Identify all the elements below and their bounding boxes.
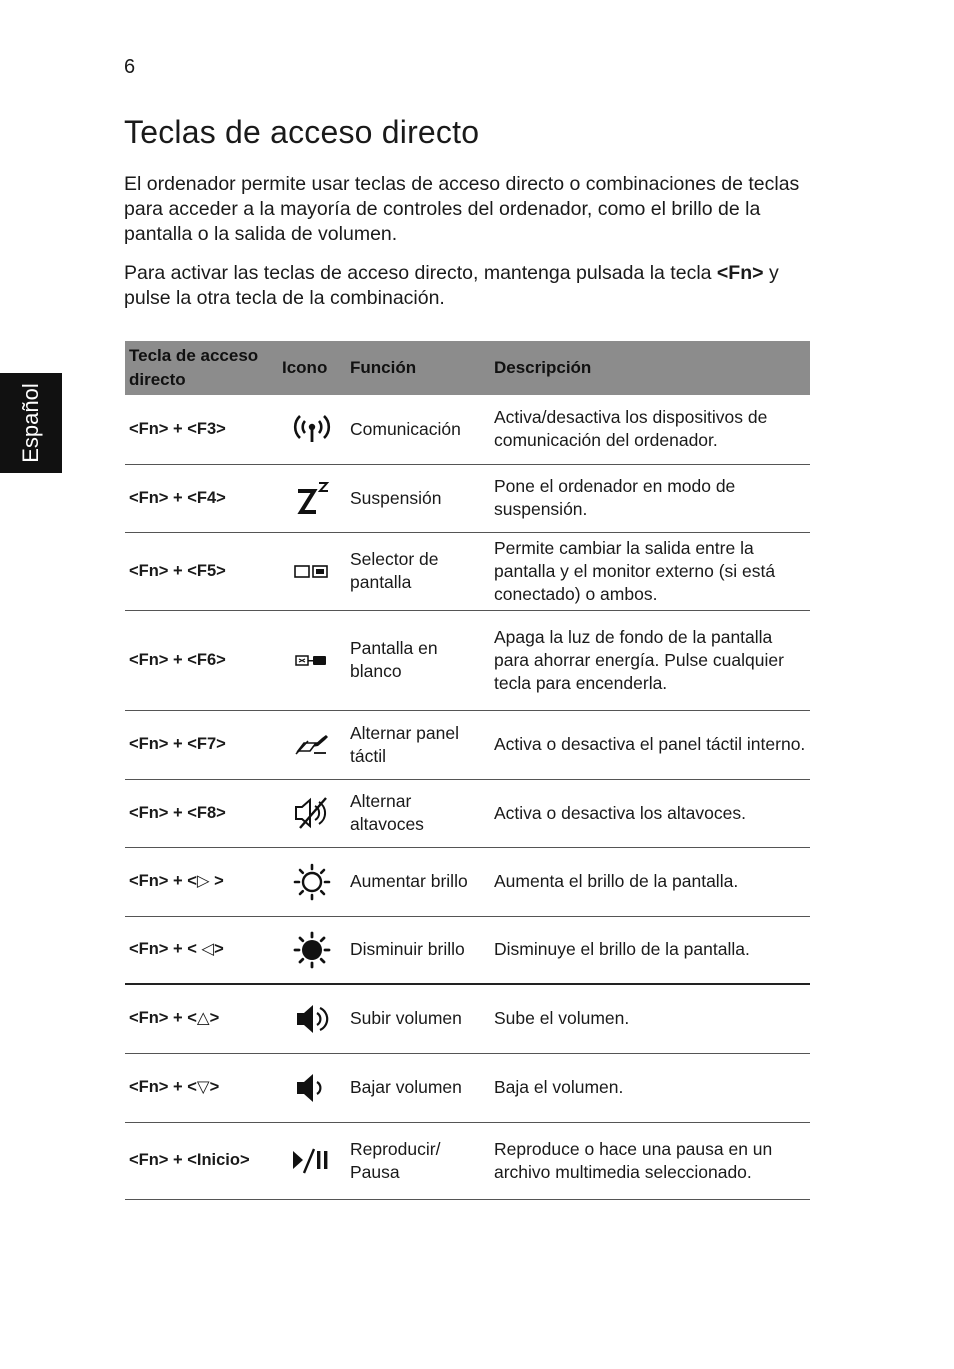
hotkey-text: <Fn> + <Inicio>: [129, 1151, 250, 1169]
page-title: Teclas de acceso directo: [124, 114, 480, 150]
sleep-icon: [292, 479, 332, 517]
description-cell: Reproduce o hace una pausa en un archivo multimedia seleccionado.: [490, 1122, 810, 1199]
function-cell: Selector de pantalla: [346, 532, 490, 610]
icon-cell: [278, 395, 346, 464]
hotkeys-table: [125, 341, 810, 1200]
intro-paragraph-2-text-a: Para activar las teclas de acceso directo, mantenga pulsada la tecla: [124, 262, 717, 284]
header-icon: Icono: [278, 341, 346, 395]
function-cell: Suspensión: [346, 464, 490, 532]
right-arrow-icon: ▷: [196, 872, 210, 890]
volume-up-icon: [292, 1002, 332, 1036]
hotkey-text-end: >: [209, 872, 224, 890]
icon-cell: [278, 1053, 346, 1122]
intro-paragraph-1: El ordenador permite usar teclas de acceso directo o combinaciones de teclas para acceder a la mayoría de controles del ordenador, como el brillo de la pantalla o la salida de volumen.: [124, 173, 800, 245]
table-row: [125, 610, 810, 710]
function-cell: Disminuir brillo: [346, 916, 490, 984]
hotkey-text-end: >: [209, 1078, 220, 1096]
icon-cell: [278, 847, 346, 916]
brightness-down-icon: [292, 931, 332, 969]
icon-cell: [278, 1122, 346, 1199]
intro-paragraph-2-text-b: y pulse la otra tecla de la combinación.: [124, 262, 779, 309]
description-cell: Permite cambiar la salida entre la pantalla y el monitor externo (si está conectado) o ambos.: [490, 532, 810, 610]
function-cell: Comunicación: [346, 395, 490, 464]
description-cell: Activa o desactiva el panel táctil interno.: [490, 710, 810, 779]
hotkey-cell: [125, 847, 278, 916]
function-cell: Alternar panel táctil: [346, 710, 490, 779]
table-row: [125, 1122, 810, 1199]
hotkey-text-end: >: [214, 940, 224, 959]
description-cell: Baja el volumen.: [490, 1053, 810, 1122]
play-pause-icon: [290, 1146, 334, 1176]
function-cell: Bajar volumen: [346, 1053, 490, 1122]
hotkey-cell: [125, 464, 278, 532]
description-cell: Pone el ordenador en modo de suspensión.: [490, 464, 810, 532]
description-cell: Apaga la luz de fondo de la pantalla para ahorrar energía. Pulse cualquier tecla para encenderla.: [490, 610, 810, 710]
header-key: Tecla de acceso directo: [125, 341, 278, 395]
hotkey-text-end: >: [209, 1009, 220, 1028]
icon-cell: [278, 464, 346, 532]
touchpad-toggle-icon: [292, 731, 332, 759]
hotkey-text: <Fn> + <F5>: [129, 561, 226, 580]
hotkey-text: <Fn> + <F3>: [129, 419, 226, 438]
intro-paragraph-2: [124, 261, 814, 311]
header-description: Descripción: [490, 341, 810, 395]
hotkey-cell: [125, 532, 278, 610]
brightness-up-icon: [292, 863, 332, 901]
table-row: [125, 710, 810, 779]
hotkey-text: <Fn> + <: [129, 940, 202, 959]
hotkey-cell: [125, 1122, 278, 1199]
table-header-row: [125, 341, 810, 395]
hotkey-text: <Fn> + <F7>: [129, 735, 226, 753]
speaker-mute-icon: [292, 795, 332, 831]
wireless-icon: [292, 413, 332, 445]
language-side-tab-label: Español: [18, 383, 44, 463]
hotkey-text: <Fn> + <F6>: [129, 650, 226, 669]
hotkey-cell: [125, 710, 278, 779]
icon-cell: [278, 984, 346, 1053]
icon-cell: [278, 779, 346, 847]
description-cell: Aumenta el brillo de la pantalla.: [490, 847, 810, 916]
icon-cell: [278, 916, 346, 984]
function-cell: Pantalla en blanco: [346, 610, 490, 710]
language-side-tab: [0, 373, 62, 473]
description-cell: Disminuye el brillo de la pantalla.: [490, 916, 810, 984]
icon-cell: [278, 710, 346, 779]
display-off-icon: [292, 651, 332, 671]
left-arrow-icon: ◁: [201, 940, 215, 959]
up-arrow-icon: △: [196, 1009, 210, 1028]
description-cell: Activa o desactiva los altavoces.: [490, 779, 810, 847]
page-number: 6: [124, 56, 136, 78]
hotkey-text: <Fn> + <: [129, 872, 197, 890]
function-cell: Aumentar brillo: [346, 847, 490, 916]
icon-cell: [278, 610, 346, 710]
hotkey-cell: [125, 610, 278, 710]
header-function: Función: [346, 341, 490, 395]
table-row: [125, 779, 810, 847]
down-arrow-icon: ▽: [196, 1078, 210, 1096]
table-row: [125, 464, 810, 532]
description-cell: Sube el volumen.: [490, 984, 810, 1053]
table-row: [125, 532, 810, 610]
hotkey-text: <Fn> + <F8>: [129, 803, 226, 822]
hotkey-text: <Fn> + <: [129, 1009, 197, 1028]
function-cell: Subir volumen: [346, 984, 490, 1053]
hotkey-cell: [125, 395, 278, 464]
volume-down-icon: [292, 1071, 332, 1105]
table-row: [125, 847, 810, 916]
description-cell: Activa/desactiva los dispositivos de comunicación del ordenador.: [490, 395, 810, 464]
hotkey-cell: [125, 984, 278, 1053]
table-row: [125, 984, 810, 1053]
icon-cell: [278, 532, 346, 610]
hotkey-cell: [125, 916, 278, 984]
hotkey-cell: [125, 1053, 278, 1122]
hotkey-text: <Fn> + <: [129, 1078, 197, 1096]
function-cell: Reproducir/ Pausa: [346, 1122, 490, 1199]
hotkey-text: <Fn> + <F4>: [129, 488, 226, 507]
table-row: [125, 916, 810, 984]
display-toggle-icon: [292, 562, 332, 582]
hotkey-cell: [125, 779, 278, 847]
table-row: [125, 395, 810, 464]
table-row: [125, 1053, 810, 1122]
function-cell: Alternar altavoces: [346, 779, 490, 847]
fn-key-label: <Fn>: [716, 262, 764, 284]
